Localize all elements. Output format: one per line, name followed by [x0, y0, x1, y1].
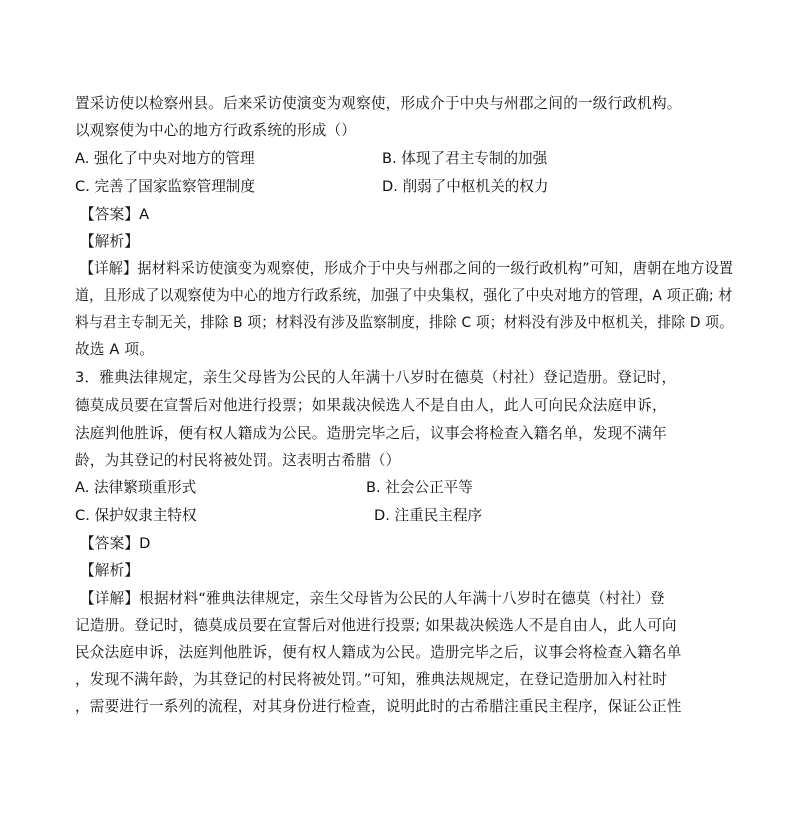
q2-material-line: 置采访使以检察州县。后来采访使演变为观察使，形成介于中央与州郡之间的一级行政机构。	[75, 95, 682, 112]
q3-detail-line: ，发现不满年龄，为其登记的村民将被处罚。”可知，雅典法规规定，在登记造册加入村社时	[75, 671, 668, 688]
q2-option-a: A. 强化了中央对地方的管理	[75, 150, 255, 167]
q3-stem-line: 德莫成员要在宣誓后对他进行投票；如果裁决候选人不是自由人，此人可向民众法庭申诉，	[75, 397, 667, 414]
q3-stem-line: 3．雅典法律规定，亲生父母皆为公民的人年满十八岁时在德莫（村社）登记造册。登记时，	[75, 369, 677, 386]
q3-detail-line: 记造册。登记时，德莫成员要在宣誓后对他进行投票; 如果裁决候选人不是自由人，此人可向	[75, 617, 677, 634]
q3-option-b: B. 社会公正平等	[366, 479, 473, 496]
q2-option-b: B. 体现了君主专制的加强	[382, 150, 548, 167]
q3-detail-line: 民众法庭申诉，法庭判他胜诉，便有权人籍成为公民。造册完毕之后，议事会将检查入籍名单	[75, 644, 682, 661]
q2-analysis-heading: 【解析】	[80, 233, 140, 250]
q3-option-a: A. 法律繁琐重形式	[75, 479, 197, 496]
q3-option-d: D. 注重民主程序	[374, 507, 483, 524]
q3-answer: 【答案】D	[80, 535, 151, 552]
q2-detail-line: 【详解】据材料采访使演变为观察使，形成介于中央与州郡之间的一级行政机构”可知，唐朝在地方设置	[80, 260, 734, 277]
q2-stem: 以观察使为中心的地方行政系统的形成（）	[75, 122, 357, 139]
q3-option-c: C. 保护奴隶主特权	[75, 507, 197, 524]
q2-detail-line: 道，且形成了以观察使为中心的地方行政系统，加强了中央集权，强化了中央对地方的管理，A 项正确; 材	[75, 287, 733, 304]
q3-detail-line: 【详解】根据材料“雅典法律规定，亲生父母皆为公民的人年满十八岁时在德莫（村社）登	[80, 590, 665, 607]
q3-stem-line: 法庭判他胜诉，便有权人籍成为公民。造册完毕之后，议事会将检查入籍名单，发现不满年	[75, 425, 667, 442]
q3-detail-line: ，需要进行一系列的流程，对其身份进行检查，说明此时的古希腊注重民主程序，保证公正性	[75, 698, 682, 715]
q2-detail-line: 故选 A 项。	[75, 341, 155, 358]
q2-detail-line: 料与君主专制无关，排除 B 项；材料没有涉及监察制度，排除 C 项；材料没有涉及中枢机关，排除 D 项。	[75, 314, 734, 331]
q2-option-c: C. 完善了国家监察管理制度	[75, 178, 256, 195]
q3-analysis-heading: 【解析】	[80, 562, 140, 579]
q2-option-d: D. 削弱了中枢机关的权力	[382, 178, 549, 195]
q2-answer: 【答案】A	[80, 206, 150, 223]
q3-stem-line: 龄，为其登记的村民将被处罚。这表明古希腊（）	[75, 452, 401, 469]
